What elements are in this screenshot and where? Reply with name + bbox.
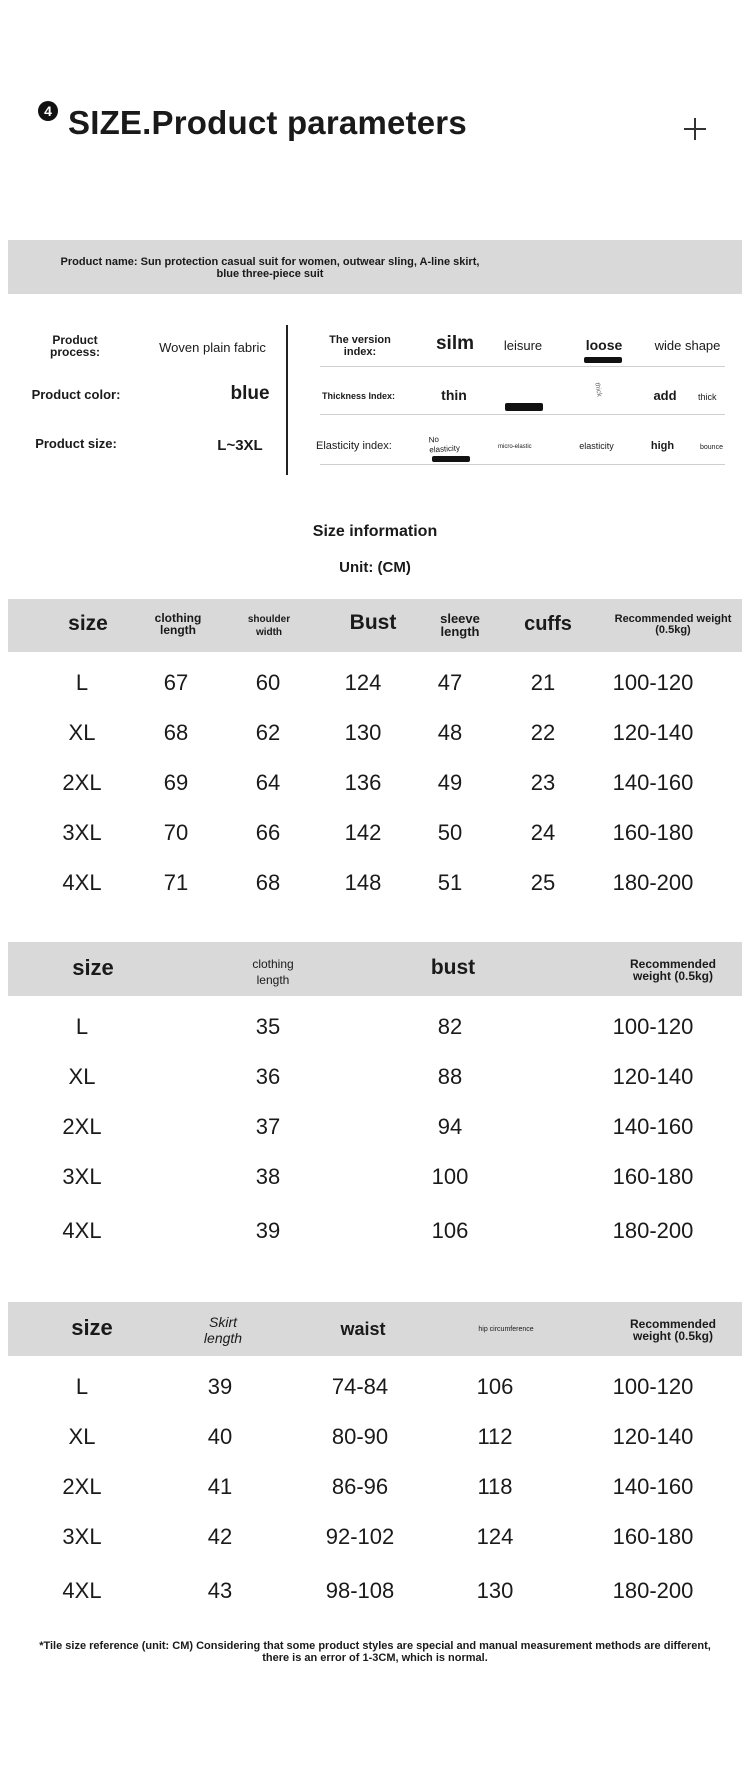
table-cell: 140-160 <box>612 1114 694 1139</box>
table1-header-size: size <box>68 612 108 635</box>
table-cell: 120-140 <box>612 1064 694 1089</box>
version-index-label-line-2: index: <box>343 346 377 358</box>
table-cell: 86-96 <box>331 1474 389 1499</box>
elasticity-index-label: Elasticity index: <box>316 440 392 452</box>
table2-header-bust: bust <box>430 956 476 979</box>
table-cell: 43 <box>207 1578 233 1603</box>
table2-header-weight-line-2: weight (0.5kg) <box>632 969 713 983</box>
product-process-label <box>44 334 106 358</box>
elasticity-row-line <box>320 464 725 465</box>
thickness-selected-marker <box>505 403 543 411</box>
version-option-silm: silm <box>435 333 475 354</box>
thickness-option-thin: thin <box>441 387 467 403</box>
table1-header-clothing-length <box>138 612 218 636</box>
table-cell: 37 <box>255 1114 281 1139</box>
table3-header-waist: waist <box>340 1319 386 1339</box>
table-cell: 100-120 <box>612 670 694 695</box>
table-cell: 92-102 <box>325 1524 395 1549</box>
unit-label: Unit: (CM) <box>339 559 411 576</box>
table3-header-size: size <box>71 1315 113 1340</box>
table3-header-weight-line-2: weight (0.5kg) <box>632 1329 713 1343</box>
table-cell: 100-120 <box>612 1014 694 1039</box>
table1-header-clothing-length-line-2: length <box>160 623 196 637</box>
table-cell: L <box>75 670 89 695</box>
table-cell: 60 <box>255 670 281 695</box>
table-cell: 71 <box>163 870 189 895</box>
version-option-loose: loose <box>585 337 623 353</box>
table-cell: 120-140 <box>612 1424 694 1449</box>
table-cell: 36 <box>255 1064 281 1089</box>
thickness-index-label: Thickness Index: <box>322 391 396 401</box>
product-process-value: Woven plain fabric <box>159 340 266 355</box>
table2-header-size: size <box>72 955 114 980</box>
table-cell: XL <box>68 1424 96 1449</box>
table-cell: 140-160 <box>612 770 694 795</box>
table-cell: 62 <box>255 720 281 745</box>
plus-icon <box>682 116 708 142</box>
table-cell: 160-180 <box>612 820 694 845</box>
table-cell: 130 <box>344 720 382 745</box>
table1-header-shoulder-line-1: shoulder <box>247 614 291 625</box>
footnote <box>30 1640 720 1664</box>
version-row-line <box>320 366 725 367</box>
table-cell: 68 <box>255 870 281 895</box>
table-cell: 41 <box>207 1474 233 1499</box>
product-name-line-2: blue three-piece suit <box>216 268 324 280</box>
product-color-value: blue <box>230 383 270 404</box>
table-cell: 120-140 <box>612 720 694 745</box>
table1-header-weight-line-1: Recommended weight <box>614 613 732 625</box>
table2-header-length-line-2: length <box>256 973 290 987</box>
table-cell: 94 <box>437 1114 463 1139</box>
table-cell: 22 <box>530 720 556 745</box>
table1-header-clothing-length-line-1: clothing <box>154 611 202 625</box>
product-name <box>40 256 500 280</box>
table3-header-skirt-length <box>183 1314 263 1346</box>
table-cell: 160-180 <box>612 1524 694 1549</box>
elasticity-option-bounce: bounce <box>700 444 723 451</box>
table-cell: 70 <box>163 820 189 845</box>
table-cell: 35 <box>255 1014 281 1039</box>
table-cell: 118 <box>477 1474 513 1499</box>
table-cell: 51 <box>437 870 463 895</box>
table1-header-bust: Bust <box>349 611 397 634</box>
table-cell: 64 <box>255 770 281 795</box>
table-cell: 106 <box>476 1374 514 1399</box>
table-cell: 38 <box>255 1164 281 1189</box>
footnote-line-2: there is an error of 1-3CM, which is normal. <box>262 1652 488 1664</box>
table-cell: 80-90 <box>331 1424 389 1449</box>
table1-header-shoulder-width <box>234 613 304 639</box>
table-cell: 66 <box>255 820 281 845</box>
table-cell: 4XL <box>62 870 102 895</box>
table-cell: 180-200 <box>612 1218 694 1243</box>
elasticity-option-elasticity: elasticity <box>579 441 614 451</box>
table1-header-weight-line-2: (0.5kg) <box>655 624 691 636</box>
table-cell: 2XL <box>62 1114 102 1139</box>
size-information-title: Size information <box>312 523 438 540</box>
table-cell: 68 <box>163 720 189 745</box>
table-cell: 48 <box>437 720 463 745</box>
table2-header-weight-line-1: Recommended <box>629 957 717 971</box>
table-cell: XL <box>68 1064 96 1089</box>
table3-header-recommended-weight <box>608 1318 738 1342</box>
table-cell: 124 <box>476 1524 514 1549</box>
thickness-option-thick-rotated: thick <box>593 382 603 398</box>
table-cell: 180-200 <box>612 1578 694 1603</box>
version-index-label <box>320 334 400 358</box>
table-cell: 24 <box>530 820 556 845</box>
elasticity-option-no-elasticity <box>428 432 474 455</box>
step-number-badge: 4 <box>38 101 58 121</box>
table-cell: 39 <box>255 1218 281 1243</box>
elasticity-no-line-1: No <box>428 434 440 445</box>
elasticity-option-micro-elastic: micro-elastic <box>498 444 532 450</box>
elasticity-option-high: high <box>650 440 675 452</box>
table1-header-recommended-weight <box>608 614 738 636</box>
table3-header-skirt-line-2: length <box>203 1330 243 1346</box>
table-cell: 140-160 <box>612 1474 694 1499</box>
product-size-value: L~3XL <box>217 437 263 454</box>
page-title: SIZE.Product parameters <box>68 104 467 141</box>
table-cell: L <box>75 1014 89 1039</box>
table-cell: 3XL <box>62 1524 102 1549</box>
table-cell: 23 <box>530 770 556 795</box>
table-cell: 74-84 <box>331 1374 389 1399</box>
table-cell: 160-180 <box>612 1164 694 1189</box>
table-cell: 106 <box>431 1218 469 1243</box>
table-cell: 69 <box>163 770 189 795</box>
table-cell: 148 <box>344 870 382 895</box>
table2-header-length-line-1: clothing <box>252 957 294 971</box>
version-option-leisure: leisure <box>503 338 543 353</box>
table1-header-sleeve-line-2: length <box>440 624 480 639</box>
table-cell: 100 <box>431 1164 469 1189</box>
table3-header-bar <box>8 1302 742 1356</box>
table-cell: 21 <box>530 670 556 695</box>
table-cell: 124 <box>344 670 382 695</box>
table1-header-bar <box>8 599 742 652</box>
version-option-wide-shape: wide shape <box>654 338 721 353</box>
thickness-row-line <box>320 414 725 415</box>
table-cell: 180-200 <box>612 870 694 895</box>
thickness-option-add: add <box>653 388 677 403</box>
table-cell: 25 <box>530 870 556 895</box>
table-cell: 112 <box>477 1424 513 1449</box>
table3-header-skirt-line-1: Skirt <box>209 1314 237 1330</box>
table3-header-weight-line-1: Recommended <box>629 1317 717 1331</box>
table-cell: 136 <box>344 770 382 795</box>
table1-header-sleeve-line-1: sleeve <box>440 611 480 626</box>
table-cell: L <box>75 1374 89 1399</box>
table-cell: 2XL <box>62 1474 102 1499</box>
table-cell: 100-120 <box>612 1374 694 1399</box>
table-cell: 98-108 <box>325 1578 395 1603</box>
table-cell: 142 <box>344 820 382 845</box>
footnote-line-1: *Tile size reference (unit: CM) Considering that some product styles are special and manual measurement methods are different, <box>39 1640 711 1652</box>
table-cell: 3XL <box>62 1164 102 1189</box>
elasticity-no-line-2: elasticity <box>429 443 461 455</box>
table-cell: 50 <box>437 820 463 845</box>
table-cell: 42 <box>207 1524 233 1549</box>
table-cell: 4XL <box>62 1218 102 1243</box>
thickness-option-thick: thick <box>698 392 717 402</box>
product-color-label: Product color: <box>31 387 121 402</box>
table-cell: 3XL <box>62 820 102 845</box>
table-cell: 67 <box>163 670 189 695</box>
version-selected-marker <box>584 357 622 363</box>
table-cell: 82 <box>437 1014 463 1039</box>
product-process-label-line-1: Product <box>52 333 98 347</box>
table-cell: 49 <box>437 770 463 795</box>
table-cell: 2XL <box>62 770 102 795</box>
table-cell: XL <box>68 720 96 745</box>
vertical-divider <box>286 325 288 475</box>
table2-header-bar <box>8 942 742 996</box>
table-cell: 40 <box>207 1424 233 1449</box>
table-cell: 47 <box>437 670 463 695</box>
table-cell: 39 <box>207 1374 233 1399</box>
table-cell: 4XL <box>62 1578 102 1603</box>
table-cell: 88 <box>437 1064 463 1089</box>
product-name-line-1: Product name: Sun protection casual suit for women, outwear sling, A-line skirt, <box>60 256 480 268</box>
table1-header-sleeve-length <box>420 612 500 638</box>
table1-header-shoulder-line-2: width <box>255 627 283 638</box>
table-cell: 130 <box>476 1578 514 1603</box>
table1-header-cuffs: cuffs <box>524 613 572 635</box>
product-size-label: Product size: <box>35 436 117 451</box>
table3-header-hip: hip circumference <box>478 1326 534 1333</box>
product-process-label-line-2: process: <box>49 345 101 359</box>
version-index-label-line-1: The version <box>329 334 391 346</box>
elasticity-selected-marker <box>432 456 470 462</box>
table2-header-recommended-weight <box>608 958 738 982</box>
table2-header-clothing-length <box>228 956 318 988</box>
